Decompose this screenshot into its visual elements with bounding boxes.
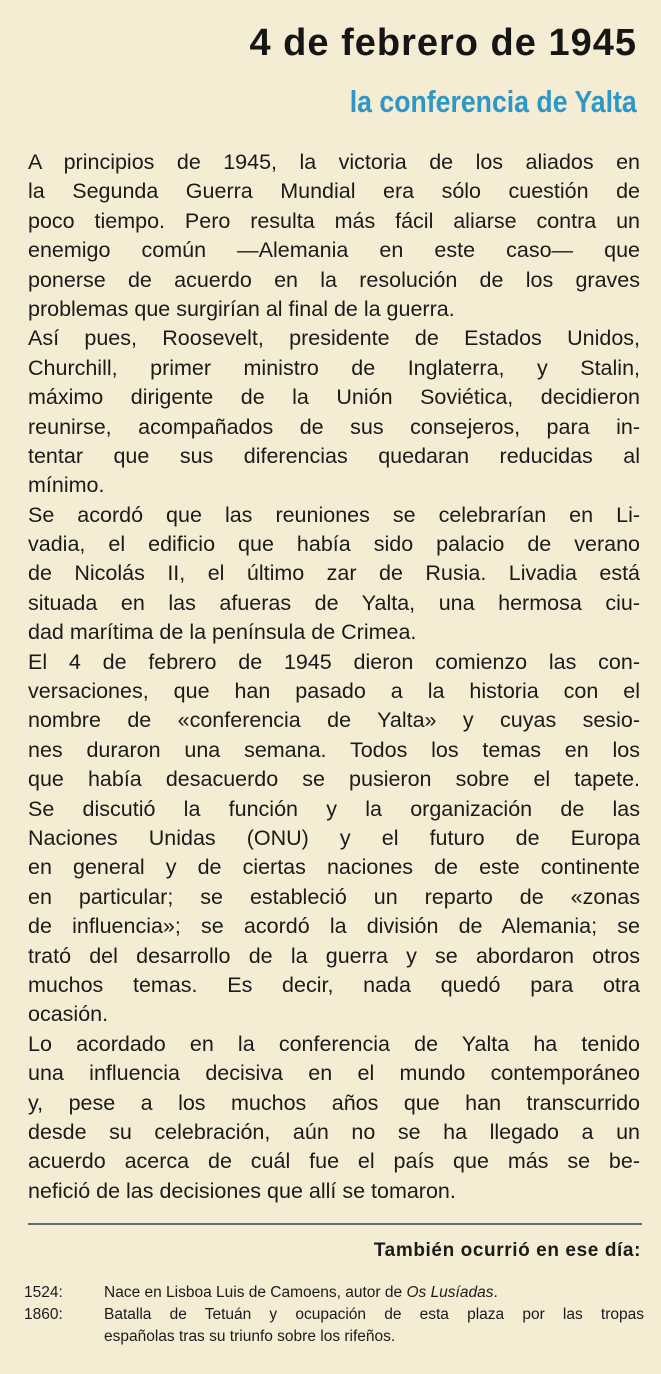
paragraph — [28, 501, 640, 648]
also-heading: También ocurrió en ese día: — [373, 1240, 641, 1261]
text-line: en general y de ciertas naciones de este continente — [28, 855, 640, 880]
text-line: mínimo. — [28, 473, 105, 498]
text-line: enemigo común —Alemania en este caso— que — [28, 238, 640, 263]
text-line: reunirse, acompañados de sus consejeros, para in- — [28, 414, 640, 439]
text-line: problemas que surgirían al final de la guerra. — [28, 296, 455, 321]
text-line: que había desacuerdo se pusieron sobre el tapete. — [28, 767, 640, 792]
text-line: ocasión. — [28, 1002, 109, 1027]
event-text — [104, 1304, 644, 1348]
paragraph — [28, 324, 640, 500]
text-line: nes duraron una semana. Todos los temas en los — [28, 737, 640, 762]
text-line: El 4 de febrero de 1945 dieron comienzo las con- — [28, 649, 640, 674]
page-subtitle: la conferencia de Yalta — [350, 84, 637, 119]
paragraph — [28, 648, 640, 1030]
text-line: nombre de «conferencia de Yalta» y cuyas sesio- — [28, 708, 640, 733]
section-divider — [28, 1223, 642, 1225]
text-line: en particular; se estableció un reparto de «zonas — [28, 884, 640, 909]
event-text — [104, 1282, 644, 1304]
text-line: Así pues, Roosevelt, presidente de Estados Unidos, — [28, 326, 640, 351]
event-line: españolas tras su triunfo sobre los rifeños. — [104, 1328, 396, 1345]
text-line: muchos temas. Es decir, nada quedó para otra — [28, 972, 640, 997]
text-line: de influencia»; se acordó la división de Alemania; se — [28, 914, 640, 939]
text-line: la Segunda Guerra Mundial era sólo cuestión de — [28, 179, 640, 204]
text-line: una influencia decisiva en el mundo contemporáneo — [28, 1061, 640, 1086]
text-line: de Nicolás II, el último zar de Rusia. Livadia está — [28, 561, 640, 586]
event-item — [24, 1282, 644, 1304]
text-line: Churchill, primer ministro de Inglaterra, y Stalin, — [28, 355, 640, 380]
text-line: Lo acordado en la conferencia de Yalta ha tenido — [28, 1031, 640, 1056]
text-line: vadia, el edificio que había sido palacio de verano — [28, 532, 640, 557]
text-line: dad marítima de la península de Crimea. — [28, 620, 417, 645]
text-line: trató del desarrollo de la guerra y se abordaron otros — [28, 943, 640, 968]
book-title: Os Lusíadas — [406, 1284, 494, 1301]
text-line: y, pese a los muchos años que han transcurrido — [28, 1090, 640, 1115]
paragraph — [28, 1030, 640, 1206]
text-line: acuerdo acerca de cuál fue el país que más se be- — [28, 1149, 640, 1174]
text-line: poco tiempo. Pero resulta más fácil aliarse contra un — [28, 208, 640, 233]
event-year: 1860: — [24, 1306, 63, 1323]
article-body — [28, 148, 640, 1206]
text-line: Se discutió la función y la organización de las — [28, 796, 640, 821]
event-text-part: . — [493, 1284, 498, 1301]
event-line — [104, 1282, 644, 1304]
text-line: Se acordó que las reuniones se celebrarían en Li- — [28, 502, 640, 527]
text-line: ponerse de acuerdo en la resolución de los graves — [28, 267, 640, 292]
events-list — [24, 1282, 644, 1348]
text-line: A principios de 1945, la victoria de los aliados en — [28, 150, 640, 174]
text-line: tentar que sus diferencias quedaran reducidas al — [28, 443, 640, 468]
text-line: versaciones, que han pasado a la historia con el — [28, 679, 640, 704]
text-line: nefició de las decisiones que allí se tomaron. — [28, 1178, 456, 1203]
event-line: Batalla de Tetuán y ocupación de esta plaza por las tropas — [104, 1306, 644, 1323]
paragraph — [28, 148, 640, 324]
text-line: máximo dirigente de la Unión Soviética, decidieron — [28, 385, 640, 410]
event-year: 1524: — [24, 1284, 63, 1301]
text-line: desde su celebración, aún no se ha llegado a un — [28, 1119, 640, 1144]
event-text-part: Nace en Lisboa Luis de Camoens, autor de — [104, 1284, 407, 1301]
text-line: Naciones Unidas (ONU) y el futuro de Europa — [28, 825, 640, 850]
page-title: 4 de febrero de 1945 — [249, 22, 637, 64]
text-line: situada en las afueras de Yalta, una hermosa ciu- — [28, 590, 640, 615]
event-item — [24, 1304, 644, 1348]
